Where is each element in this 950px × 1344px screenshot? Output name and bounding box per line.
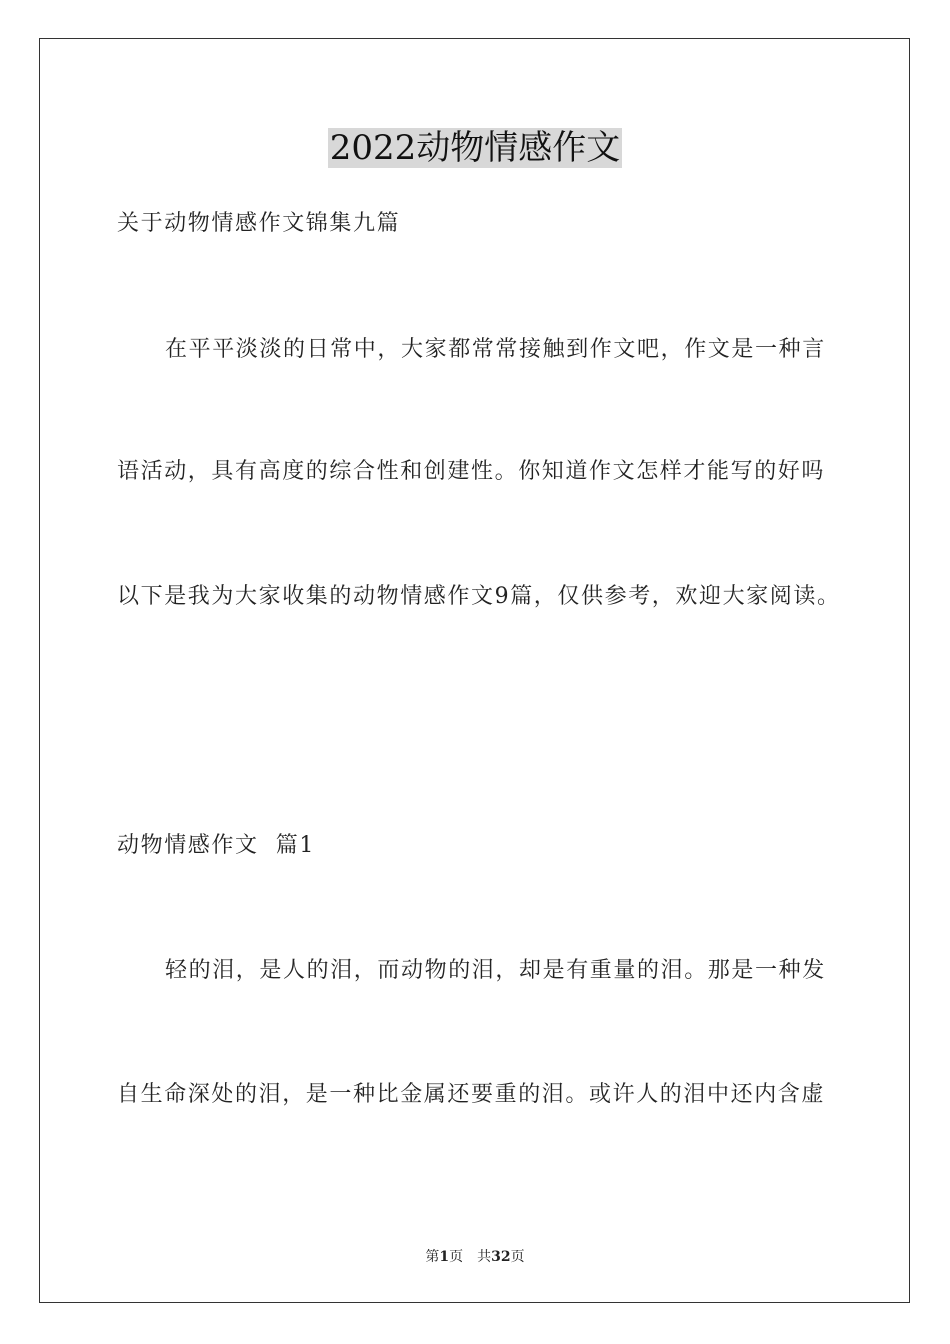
page-footer [0,1247,950,1267]
intro-line: 语活动，具有高度的综合性和创建性。你知道作文怎样才能写的好吗 [117,459,826,484]
section-line: 轻的泪，是人的泪，而动物的泪，却是有重量的泪。那是一种发 [165,958,826,983]
total-prefix: 共 [477,1249,492,1265]
total-pages: 32 [491,1249,511,1265]
document-subtitle: 关于动物情感作文锦集九篇 [117,211,401,236]
document-title: 2022动物情感作文 [329,128,621,168]
intro-line: 以下是我为大家收集的动物情感作文9篇，仅供参考，欢迎大家阅读。 [117,584,841,609]
page-prefix: 第 [425,1249,440,1265]
intro-line: 在平平淡淡的日常中，大家都常常接触到作文吧，作文是一种言 [165,337,826,362]
document-title-row [0,125,950,171]
section-line: 自生命深处的泪，是一种比金属还要重的泪。或许人的泪中还内含虚 [117,1082,826,1107]
page-number: 1 [439,1249,450,1265]
page-suffix: 页 [449,1249,464,1265]
section-heading: 动物情感作文 篇1 [117,833,315,858]
total-suffix: 页 [510,1249,525,1265]
